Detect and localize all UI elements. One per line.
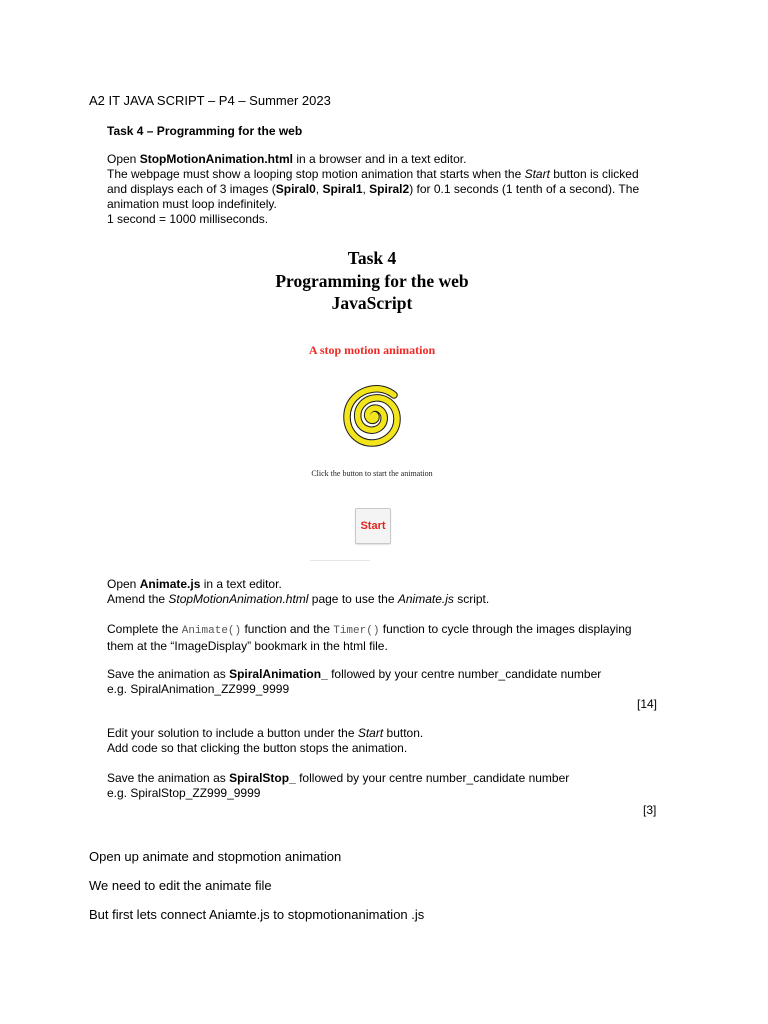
note-line-3: But first lets connect Aniamte.js to stopmotionanimation .js (89, 907, 425, 922)
task-line-1: Open StopMotionAnimation.html in a browser and in a text editor. (107, 152, 467, 166)
note-line-1: Open up animate and stopmotion animation (89, 849, 342, 864)
webpage-screenshot (200, 240, 550, 570)
instruction-save-animation: Save the animation as SpiralAnimation_ followed by your centre number_candidate number e.g. SpiralAnimation_ZZ999_9999 (107, 667, 602, 696)
file-name: StopMotionAnimation.html (139, 152, 294, 166)
task-line-2: The webpage must show a looping stop motion animation that starts when the Start button is clicked (107, 167, 639, 181)
screenshot-title: Task 4 Programming for the web JavaScript (275, 248, 469, 313)
screenshot-subtitle: A stop motion animation (308, 343, 436, 357)
function-name: Timer() (333, 625, 380, 637)
screenshot-caption: Click the button to start the animation (311, 469, 433, 478)
marks-label: [3] (643, 803, 657, 817)
task-line-3: and displays each of 3 images (Spiral0, Spiral1, Spiral2) for 0.1 seconds (1 tenth of a second). The (107, 182, 640, 196)
task-title: Task 4 – Programming for the web (107, 124, 303, 138)
marks-label: [14] (637, 697, 658, 711)
function-name: Animate() (181, 625, 242, 637)
spiral-image (333, 375, 413, 455)
instruction-save-stop: Save the animation as SpiralStop_ followed by your centre number_candidate number e.g. SpiralStop_ZZ999_9999 (107, 771, 570, 800)
instruction-stop-button: Edit your solution to include a button under the Start button. Add code so that clicking the button stops the animation. (107, 726, 424, 755)
instruction-complete-functions: Complete the Animate() function and the Timer() function to cycle through the images displaying them at the “ImageDisplay” bookmark in the html file. (107, 622, 632, 653)
task-description (107, 124, 667, 227)
instruction-open-animate: Open Animate.js in a text editor. Amend the StopMotionAnimation.html page to use the Animate.js script. (107, 577, 490, 606)
note-line-2: We need to edit the animate file (89, 878, 272, 893)
document-heading: A2 IT JAVA SCRIPT – P4 – Summer 2023 (89, 93, 331, 108)
start-button[interactable]: Start (355, 508, 391, 544)
task-line-4: animation must loop indefinitely. (107, 197, 277, 211)
divider (310, 560, 370, 561)
task-line-5: 1 second = 1000 milliseconds. (107, 212, 269, 226)
